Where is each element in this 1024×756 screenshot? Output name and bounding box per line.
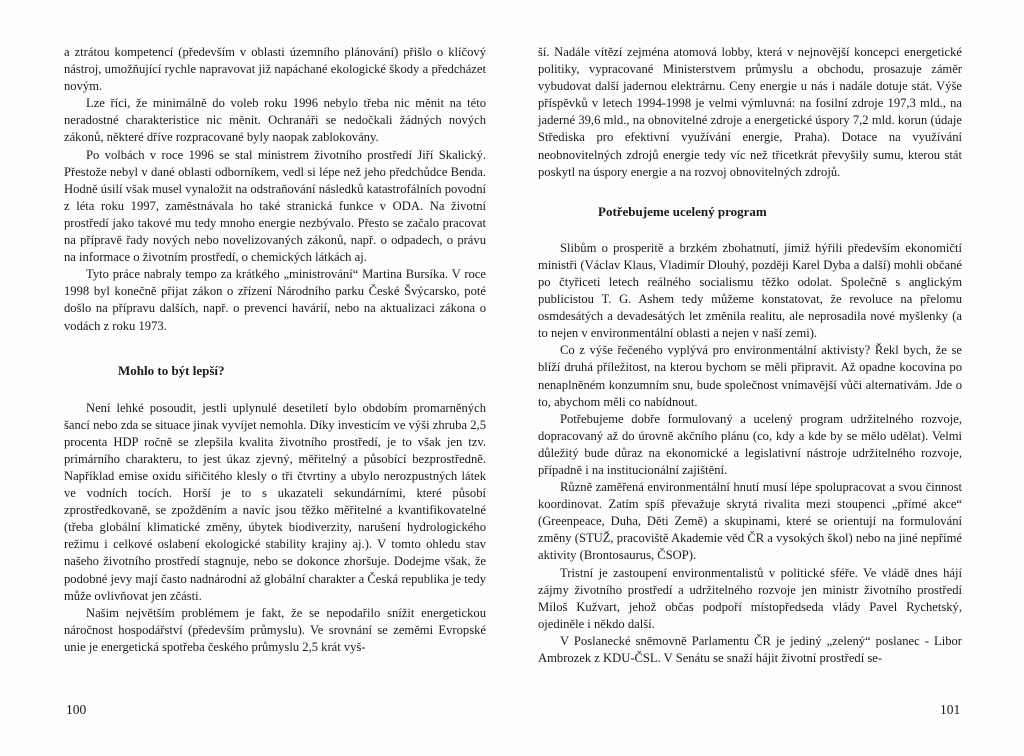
paragraph: Tyto práce nabraly tempo za krátkého „ministrování“ Martina Bursíka. V roce 1998 byl konečně přijat zákon o zřízení Národního parku České Švýcarsko, poté došlo na přípravu dalších, např. o prevenci havárií, nebo na aktualizaci zákona o vodách z roku 1973. xyxy=(64,267,486,333)
paragraph: Po volbách v roce 1996 se stal ministrem životního prostředí Jiří Skalický. Přestože nebyl v dané oblasti odborníkem, vedl si lépe než jeho předchůdce Benda. Hodně úsilí však musel vynaložit na odstraňování následků katastrofálních povodní z léta roku 1997, zaměstnávala ho také stranická funkce v ODA. Na životní prostředí jako takové mu tedy mnoho energie nezbývalo. Přesto se začalo pracovat na přípravě řady nových nebo novelizovaných zákonů, např. o odpadech, o právu na informace o životním prostředí, o chemických látkách aj. xyxy=(64,147,486,265)
paragraph: Lze říci, že minimálně do voleb roku 1996 nebylo třeba nic měnit na této neradostné charakteristice nic měnit. Ochranáři se nedočkali žádných nových zákonů, některé dříve rozpracované byly naopak zablokovány. xyxy=(64,96,486,145)
paragraph: Není lehké posoudit, jestli uplynulé desetiletí bylo obdobím promarněných šancí nebo zda se situace jinak vyvíjet nemohla. Díky investicím ve výši zhruba 2,5 procenta HDP ročně se zlepšila kvalita životního prostředí, je to však jen tzv. primárního charakteru, to jest úkaz zjevný, měřitelný a působící bezprostředně. Například emise oxidu siřičitého klesly o tři čtvrtiny a ubylo nerozpustných látek ve vodních tocích. Horší je to s ukazateli sekundárními, které působí zprostředkovaně, se zpožděním a navíc jsou těžko měřitelné a kvantifikovatelné (třeba globální klimatické změny, úbytek biodiverzity, narušení hydrologického režimu i celkové oslabení ekologické stability krajiny aj.). V tomto ohledu stav našeho životního prostředí stagnuje, nebo se dokonce zhoršuje. Dodejme však, že podobné jevy mají často nadnárodní až globální charakter a Česká republika je tedy může ovlivňovat jen zčásti. xyxy=(64,400,486,603)
paragraph: Slibům o prosperitě a brzkém zbohatnutí, jimiž hýřili především ekonomičtí ministři (Václav Klaus, Vladimír Dlouhý, později Karel Dyba a další) mohli občané po čtyřiceti letech reálného socialismu těžko odolat. Společně s anglickým publicistou T. G. Ashem tedy můžeme konstatovat, že revoluce na přelomu osmdesátých a devadesátých let změnila realitu, ale neprosadila nové myšlenky (a to nejen v environmentální oblasti a nejen v naší zemi). xyxy=(538,240,962,341)
paragraph: Co z výše řečeného vyplývá pro environmentální aktivisty? Řekl bych, že se blíží druhá příležitost, na kterou bychom se měli připravit. Až opadne kocovina po nenaplněném konzumním snu, bude společnost vnímavější vůči alternativám. Jde o to, abychom měli co nabídnout. xyxy=(538,343,962,409)
right-page xyxy=(538,44,962,667)
section-heading: Potřebujeme ucelený program xyxy=(598,203,767,219)
left-page xyxy=(64,44,486,656)
paragraph: Různě zaměřená environmentální hnutí musí lépe spolupracovat a svou činnost koordinovat. Zatím spíš převažuje skrytá rivalita mezi stoupenci „přímé akce“ (Greenpeace, Duha, Děti Země) a skupinami, které se orientují na formulování změny (STUŽ, pracoviště Akademie věd ČR a vysokých škol) nebo na jiné nepřímé aktivity (Brontosaurus, ČSOP). xyxy=(538,480,962,563)
paragraph: a ztrátou kompetencí (především v oblasti územního plánování) přišlo o klíčový nástroj, umožňující rychle napravovat již napáchané ekologické škody a předcházet novým. xyxy=(64,45,486,94)
page-number-right: 101 xyxy=(940,702,961,717)
paragraph: Našim největším problémem je fakt, že se nepodařilo snížit energetickou náročnost hospodářství (především průmyslu). Ve srovnání se zeměmi Evropské unie je energetická spotřeba českého průmyslu 2,5 krát vyš- xyxy=(64,605,486,654)
section-heading: Mohlo to být lepší? xyxy=(118,362,225,378)
paragraph: Potřebujeme dobře formulovaný a ucelený program udržitelného rozvoje, dopracovaný až do úrovně akčního plánu (co, kdy a kde by se mělo udělat). Velmi důležitý bude důraz na ekonomické a legislativní nástroje udržitelného rozvoje, případně i na institucionální zajištění. xyxy=(538,411,962,477)
paragraph: V Poslanecké sněmovně Parlamentu ČR je jediný „zelený“ poslanec - Libor Ambrozek z KDU-ČSL. V Senátu se snaží hájit životní prostředí se- xyxy=(538,633,962,665)
paragraph: Tristní je zastoupení environmentalistů v politické sféře. Ve vládě dnes hájí zájmy životního prostředí a udržitelného rozvoje jen ministr životního prostředí Miloš Kužvart, jehož občas podpoří místopředseda vlády Pavel Rychetský, ojediněle i někdo další. xyxy=(538,565,962,631)
paragraph: ší. Nadále vítězí zejména atomová lobby, která v nejnovější koncepci energetické politiky, vypracované Ministerstvem průmyslu a obchodu, prosazuje záměr vybudovat další jadernou elektrárnu. Ceny energie u nás i nadále dotuje stát. Výše příspěvků v letech 1994-1998 je velmi výmluvná: na fosilní zdroje 197,3 mld., na jaderné 39,6 mld., na obnovitelné zdroje a energetické úspory 7,2 mld. korun (údaje Střediska pro efektivní využívání energie, Praha). Dotace na využívání neobnovitelných zdrojů energie tedy víc než třicetkrát převyšily sumu, kterou stát poskytl na úspory energie a na rozvoj obnovitelných zdrojů. xyxy=(538,45,962,179)
page-number-left: 100 xyxy=(66,702,87,717)
